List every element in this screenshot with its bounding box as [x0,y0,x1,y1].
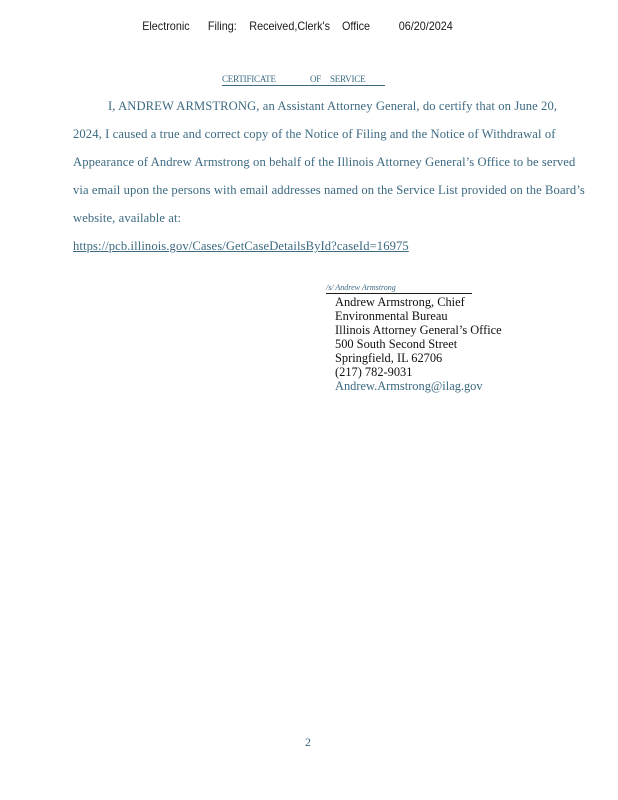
body-line: via email upon the persons with email addresses named on the Service List provided on the Board’s [73,183,585,197]
filing-stamp-received: Received,Clerk's [249,19,330,33]
document-title [222,74,365,84]
filing-stamp-date: 06/20/2024 [398,19,453,33]
filing-stamp-filing: Filing: [207,19,237,33]
signer-city: Springfield, IL 62706 [335,351,443,365]
body-line: Appearance of Andrew Armstrong on behalf of the Illinois Attorney General’s Office to be served [73,155,576,169]
title-word-service: SERVICE [330,74,366,84]
signer-office: Illinois Attorney General’s Office [335,323,502,337]
signer-bureau: Environmental Bureau [335,309,448,323]
signature-block [326,283,396,292]
filing-stamp-header [0,19,556,37]
title-word-of: OF [310,74,322,84]
filing-stamp-electronic: Electronic [142,19,190,33]
filing-stamp-office: Office [342,19,371,33]
title-underline [222,85,385,86]
body-line: I, ANDREW ARMSTRONG, an Assistant Attorney General, do certify that on June 20, [108,99,558,113]
signer-email-link[interactable]: Andrew.Armstrong@ilag.gov [335,379,483,393]
body-line: 2024, I caused a true and correct copy of the Notice of Filing and the Notice of Withdrawal of [73,127,556,141]
page-number: 2 [305,735,311,749]
signer-name: Andrew Armstrong, Chief [335,295,465,309]
title-word-certificate: CERTIFICATE [222,74,276,84]
electronic-signature: /s/ Andrew Armstrong [326,283,396,292]
signature-line [326,293,472,294]
signer-phone: (217) 782-9031 [335,365,413,379]
body-line: website, available at: [73,211,182,225]
signer-street: 500 South Second Street [335,337,458,351]
service-list-link[interactable]: https://pcb.illinois.gov/Cases/GetCaseDetailsById?caseId=16975 [73,239,409,253]
